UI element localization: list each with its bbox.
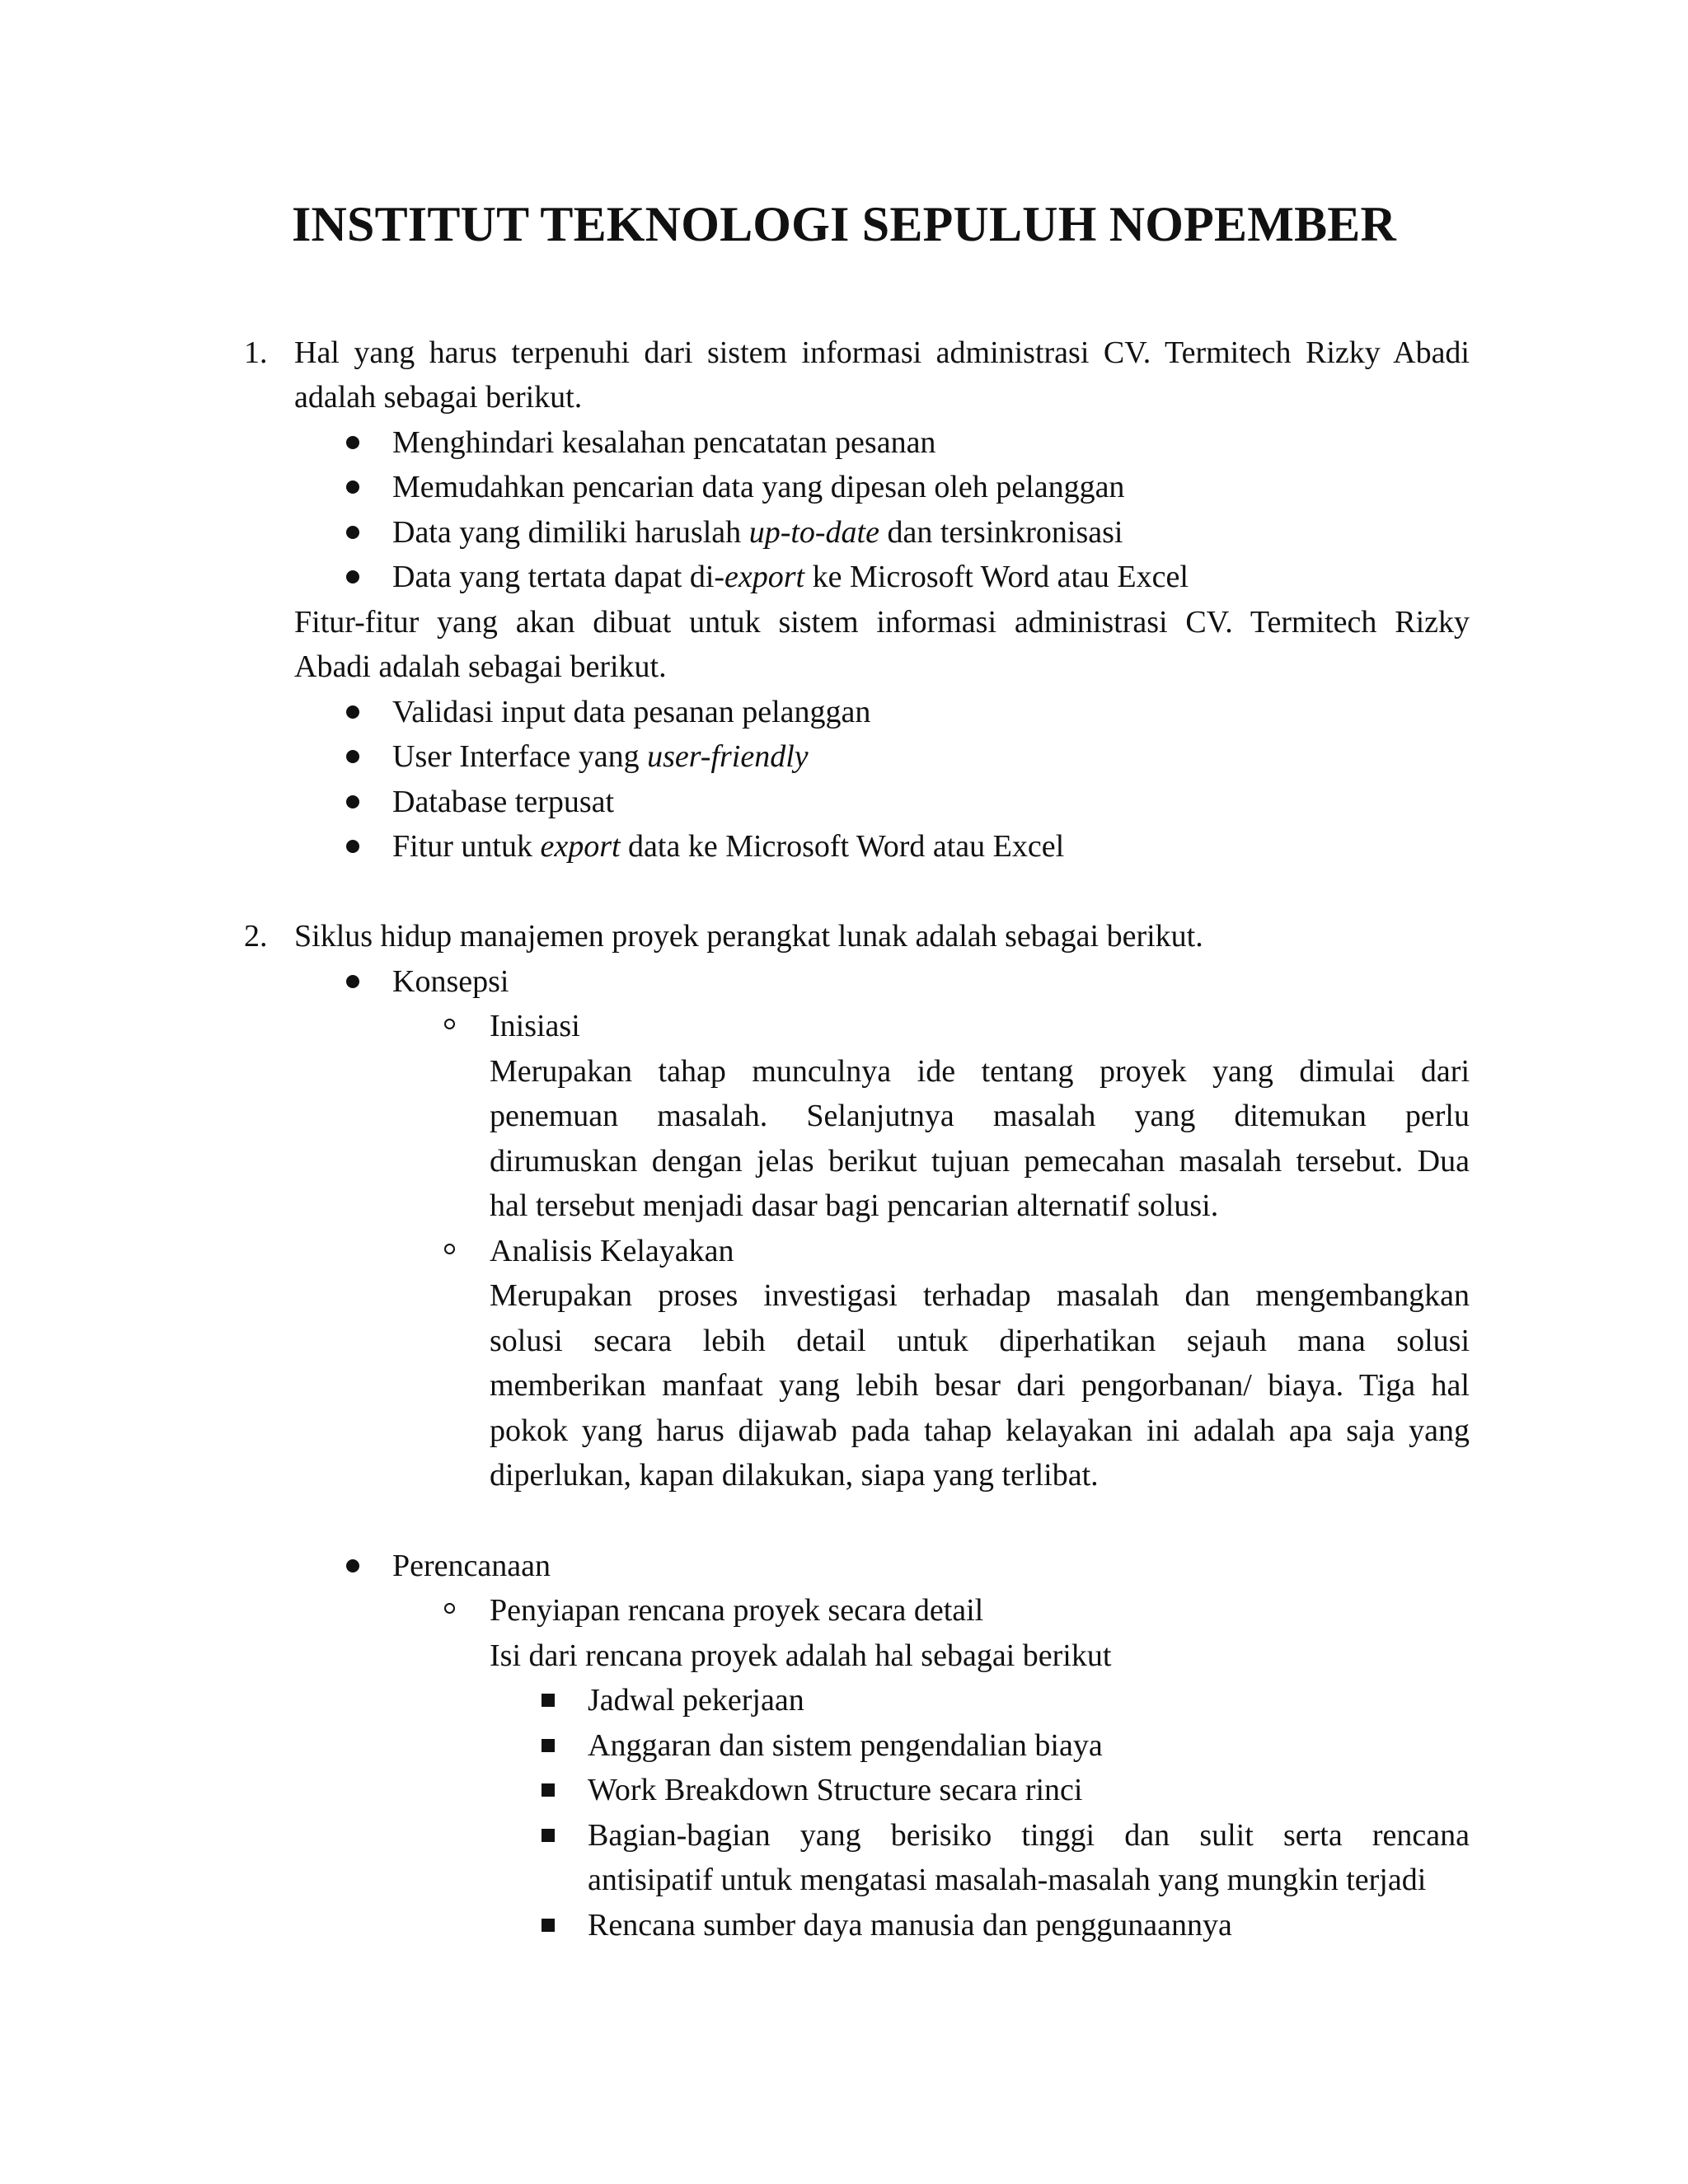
section-2-intro: Siklus hidup manajemen proyek perangkat lunak adalah sebagai berikut. [294, 919, 1203, 954]
phase-konsepsi: Konsepsi [392, 964, 509, 999]
kelayakan-text-line-1: Merupakan proses investigasi terhadap masalah dan mengembangkan [490, 1278, 1470, 1313]
bullet-dot-icon [346, 526, 359, 539]
feature-item-4: Fitur untuk export data ke Microsoft Word atau Excel [392, 829, 1065, 864]
inisiasi-text-line-3: dirumuskan dengan jelas berikut tujuan pemecahan masalah tersebut. Dua [490, 1144, 1470, 1179]
bullet-square-icon [542, 1739, 555, 1752]
feature-item-3: Database terpusat [392, 785, 615, 819]
requirement-item-2: Memudahkan pencarian data yang dipesan oleh pelanggan [392, 470, 1125, 504]
bullet-circle-icon [444, 1244, 455, 1254]
feature-item-1: Validasi input data pesanan pelanggan [392, 695, 871, 729]
bullet-square-icon [542, 1783, 555, 1797]
bullet-dot-icon [346, 840, 359, 853]
penyiapan-intro: Isi dari rencana proyek adalah hal sebagai berikut [490, 1638, 1112, 1673]
bullet-dot-icon [346, 1559, 359, 1572]
plan-item-1: Jadwal pekerjaan [588, 1683, 804, 1718]
inisiasi-text-line-1: Merupakan tahap munculnya ide tentang proyek yang dimulai dari [490, 1054, 1470, 1089]
kelayakan-text-line-4: pokok yang harus dijawab pada tahap kelayakan ini adalah apa saja yang [490, 1413, 1470, 1448]
requirement-item-1: Menghindari kesalahan pencatatan pesanan [392, 425, 936, 460]
requirement-item-4: Data yang tertata dapat di-export ke Microsoft Word atau Excel [392, 560, 1189, 594]
kelayakan-text-line-5: diperlukan, kapan dilakukan, siapa yang terlibat. [490, 1458, 1099, 1493]
section-2-number: 2. [244, 919, 268, 954]
page-title: INSTITUT TEKNOLOGI SEPULUH NOPEMBER [291, 197, 1397, 251]
bullet-dot-icon [346, 795, 359, 808]
section-1-number: 1. [244, 335, 268, 370]
bullet-dot-icon [346, 480, 359, 494]
plan-item-4-line-2: antisipatif untuk mengatasi masalah-masalah yang mungkin terjadi [588, 1863, 1427, 1897]
kelayakan-title: Analisis Kelayakan [490, 1234, 734, 1268]
bullet-circle-icon [444, 1019, 455, 1029]
kelayakan-text-line-2: solusi secara lebih detail untuk diperhatikan sejauh mana solusi [490, 1324, 1470, 1358]
section-1-intro-line-1: Hal yang harus terpenuhi dari sistem informasi administrasi CV. Termitech Rizky Abadi [294, 335, 1470, 370]
kelayakan-text-line-3: memberikan manfaat yang lebih besar dari pengorbanan/ biaya. Tiga hal [490, 1368, 1470, 1403]
bullet-dot-icon [346, 750, 359, 763]
plan-item-4-line-1: Bagian-bagian yang berisiko tinggi dan sulit serta rencana [588, 1818, 1470, 1853]
penyiapan-title: Penyiapan rencana proyek secara detail [490, 1593, 984, 1628]
inisiasi-title: Inisiasi [490, 1009, 580, 1043]
features-intro-line-1: Fitur-fitur yang akan dibuat untuk sistem informasi administrasi CV. Termitech Rizky [294, 605, 1470, 640]
bullet-circle-icon [444, 1603, 455, 1614]
plan-item-5: Rencana sumber daya manusia dan penggunaannya [588, 1908, 1232, 1943]
inisiasi-text-line-2: penemuan masalah. Selanjutnya masalah yang ditemukan perlu [490, 1099, 1470, 1133]
inisiasi-text-line-4: hal tersebut menjadi dasar bagi pencarian alternatif solusi. [490, 1188, 1219, 1223]
bullet-square-icon [542, 1694, 555, 1707]
bullet-dot-icon [346, 436, 359, 449]
section-1-intro-line-2: adalah sebagai berikut. [294, 380, 583, 415]
bullet-dot-icon [346, 975, 359, 988]
features-intro-line-2: Abadi adalah sebagai berikut. [294, 649, 667, 684]
plan-item-3: Work Breakdown Structure secara rinci [588, 1773, 1083, 1807]
bullet-square-icon [542, 1829, 555, 1842]
bullet-dot-icon [346, 705, 359, 719]
phase-perencanaan: Perencanaan [392, 1549, 551, 1583]
bullet-square-icon [542, 1919, 555, 1932]
bullet-dot-icon [346, 570, 359, 583]
plan-item-2: Anggaran dan sistem pengendalian biaya [588, 1728, 1103, 1763]
feature-item-2: User Interface yang user-friendly [392, 739, 809, 774]
requirement-item-3: Data yang dimiliki haruslah up-to-date dan tersinkronisasi [392, 515, 1123, 550]
